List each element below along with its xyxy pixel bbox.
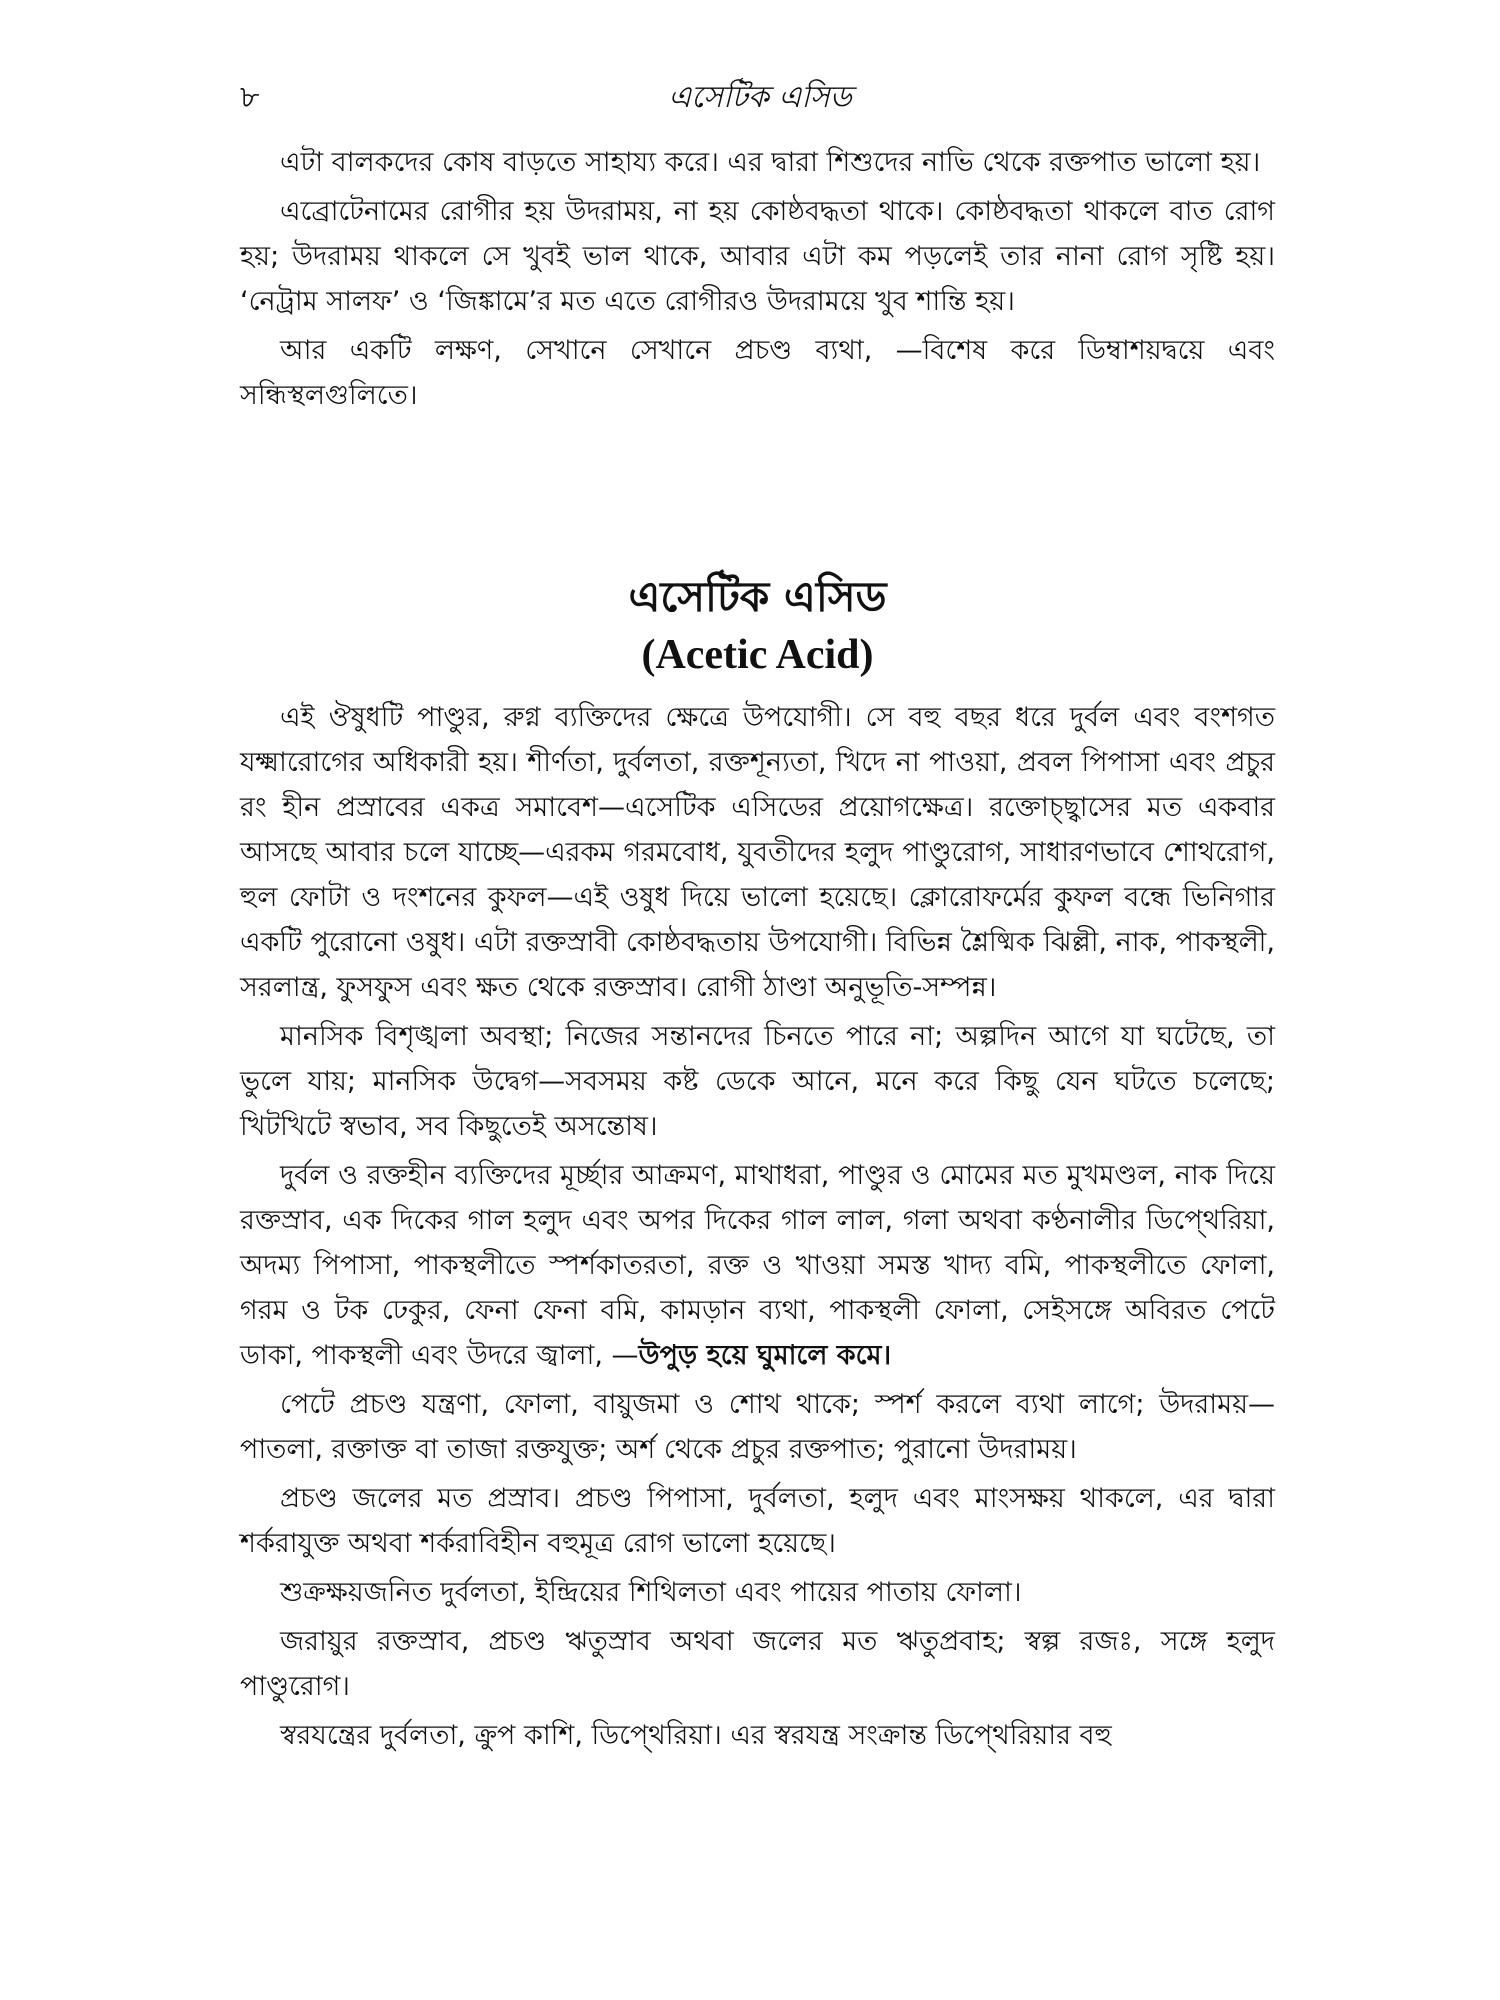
- section-heading: [240, 568, 1275, 684]
- paragraph: এটা বালকদের কোষ বাড়তে সাহায্য করে। এর দ্বারা শিশুদের নাভি থেকে রক্তপাত ভালো হয়।: [280, 147, 1261, 178]
- page-header: [240, 78, 1280, 118]
- previous-remedy-text: [240, 140, 1275, 422]
- paragraph: আর একটি লক্ষণ, সেখানে সেখানে প্রচণ্ড ব্যথা, —বিশেষ করে ডিম্বাশয়দ্বয়ে এবং সন্ধিস্থলগুলিতে।: [240, 335, 1275, 411]
- running-title: এসেটিক এসিড: [668, 80, 852, 115]
- paragraph: মানসিক বিশৃঙ্খলা অবস্থা; নিজের সন্তানদের চিনতে পারে না; অল্পদিন আগে যা ঘটেছে, তা ভুলে যায়; মানসিক উদ্বেগ—সবসময় কষ্ট ডেকে আনে, মনে করে কিছু যেন ঘটতে চলেছে; খিটখিটে স্বভাব, সব কিছুতেই অসন্তোষ।: [240, 1021, 1275, 1142]
- paragraph: জরায়ুর রক্তস্রাব, প্রচণ্ড ঋতুস্রাব অথবা জলের মত ঋতুপ্রবাহ; স্বল্প রজঃ, সঙ্গে হলুদ পাণ্ডুরোগ।: [240, 1626, 1275, 1702]
- page-number: ৮: [240, 80, 260, 115]
- section-title-bengali: এসেটিক এসিড: [628, 572, 887, 621]
- paragraph: এই ঔষুধটি পাণ্ডুর, রুগ্ন ব্যক্তিদের ক্ষেত্রে উপযোগী। সে বহু বছর ধরে দুর্বল এবং বংশগত যক্ষ্মারোগের অধিকারী হয়। শীর্ণতা, দুর্বলতা, রক্তশূন্যতা, খিদে না পাওয়া, প্রবল পিপাসা এবং প্রচুর রং হীন প্রস্রাবের একত্র সমাবেশ—এসেটিক এসিডের প্রয়োগক্ষেত্র। রক্তোচ্ছ্বাসের মত একবার আসছে আবার চলে যাচ্ছে—এরকম গরমবোধ, যুবতীদের হলুদ পাণ্ডুরোগ, সাধারণভাবে শোথরোগ, হুল ফোটা ও দংশনের কুফল—এই ওষুধ দিয়ে ভালো হয়েছে। ক্লোরোফর্মের কুফল বন্ধে ভিনিগার একটি পুরোনো ওষুধ। এটা রক্তস্রাবী কোষ্ঠবদ্ধতায় উপযোগী। বিভিন্ন শ্লৈষ্মিক ঝিল্লী, নাক, পাকস্থলী, সরলান্ত্র, ফুসফুস এবং ক্ষত থেকে রক্তস্রাব। রোগী ঠাণ্ডা অনুভূতি-সম্পন্ন।: [240, 702, 1275, 1003]
- paragraph: [240, 1153, 1275, 1378]
- acetic-acid-text: [240, 695, 1275, 1762]
- paragraph: এব্রোটেনামের রোগীর হয় উদরাময়, না হয় কোষ্ঠবদ্ধতা থাকে। কোষ্ঠবদ্ধতা থাকলে বাত রোগ হয়; উদরাময় থাকলে সে খুবই ভাল থাকে, আবার এটা কম পড়লেই তার নানা রোগ সৃষ্টি হয়। ‘নেট্রাম সালফ’ ও ‘জিঙ্কামে’র মত এতে রোগীরও উদরাময়ে খুব শান্তি হয়।: [240, 196, 1275, 317]
- bold-emphasis: উপুড় হয়ে ঘুমালে কমে।: [638, 1340, 892, 1371]
- paragraph: প্রচণ্ড জলের মত প্রস্রাব। প্রচণ্ড পিপাসা, দুর্বলতা, হলুদ এবং মাংসক্ষয় থাকলে, এর দ্বারা শর্করাযুক্ত অথবা শর্করাবিহীন বহুমূত্র রোগ ভালো হয়েছে।: [240, 1483, 1275, 1559]
- paragraph: শুক্রক্ষয়জনিত দুর্বলতা, ইন্দ্রিয়ের শিথিলতা এবং পায়ের পাতায় ফোলা।: [280, 1577, 1022, 1608]
- paragraph: স্বরযন্ত্রের দুর্বলতা, ক্রুপ কাশি, ডিপ্থেরিয়া। এর স্বরযন্ত্র সংক্রান্ত ডিপ্থেরিয়ার বহু: [280, 1720, 1112, 1751]
- paragraph: পেটে প্রচণ্ড যন্ত্রণা, ফোলা, বায়ুজমা ও শোথ থাকে; স্পর্শ করলে ব্যথা লাগে; উদরাময়—পাতলা, রক্তাক্ত বা তাজা রক্তযুক্ত; অর্শ থেকে প্রচুর রক্তপাত; পুরানো উদরাময়।: [240, 1389, 1275, 1465]
- section-title-english: (Acetic Acid): [641, 632, 874, 678]
- paragraph-text: দুর্বল ও রক্তহীন ব্যক্তিদের মূর্চ্ছার আক্রমণ, মাথাধরা, পাণ্ডুর ও মোমের মত মুখমণ্ডল, নাক দিয়ে রক্তস্রাব, এক দিকের গাল হলুদ এবং অপর দিকের গাল লাল, গলা অথবা কণ্ঠনালীর ডিপ্থেরিয়া, অদম্য পিপাসা, পাকস্থলীতে স্পর্শকাতরতা, রক্ত ও খাওয়া সমস্ত খাদ্য বমি, পাকস্থলীতে ফোলা, গরম ও টক ঢেকুর, ফেনা ফেনা বমি, কামড়ান ব্যথা, পাকস্থলী ফোলা, সেইসঙ্গে অবিরত পেটে ডাকা, পাকস্থলী এবং উদরে জ্বালা, —: [240, 1160, 1275, 1371]
